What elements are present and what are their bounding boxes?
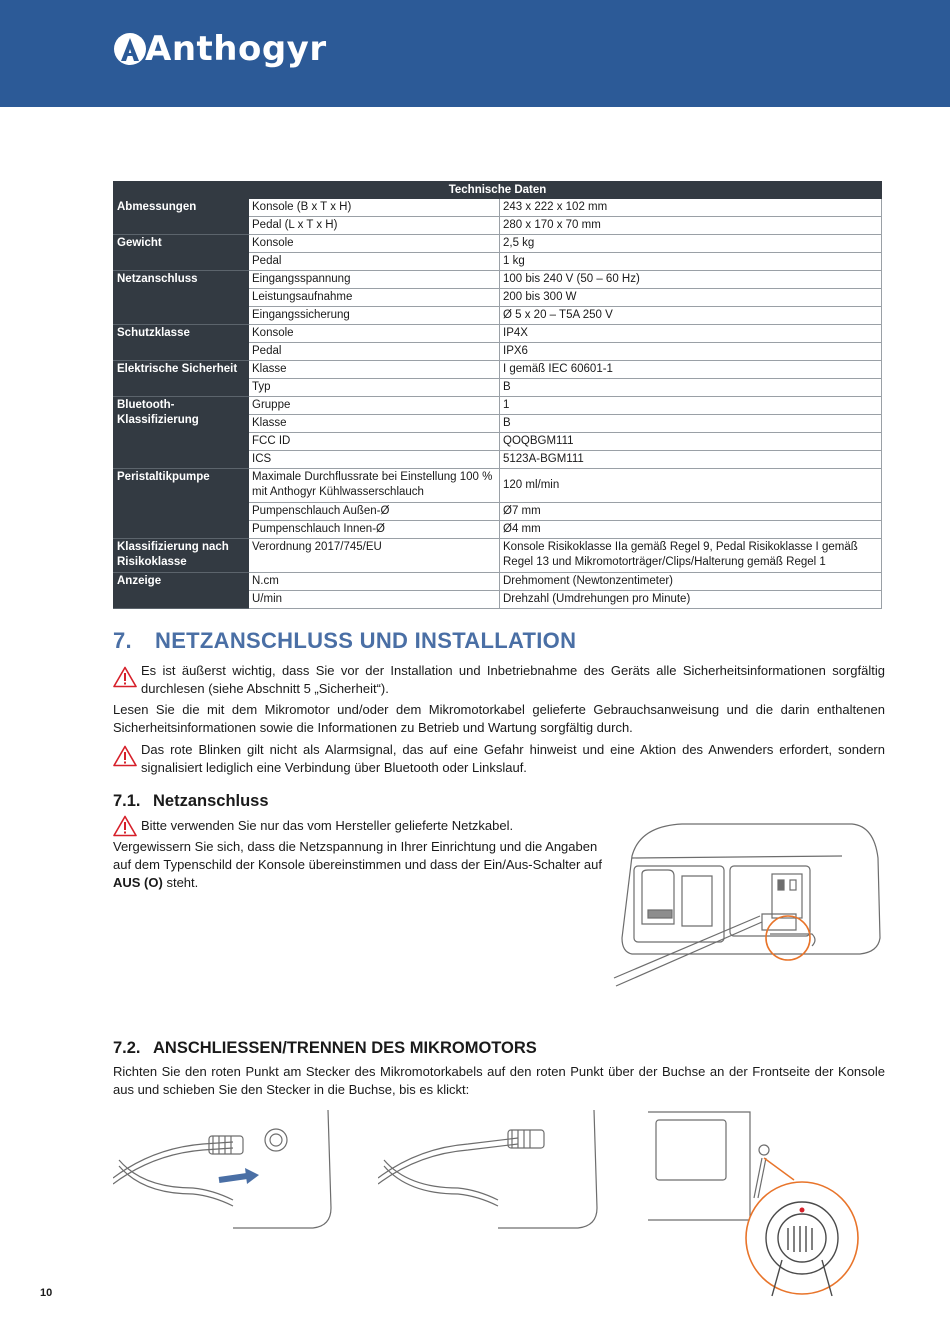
table-category: Netzanschluss <box>114 271 249 325</box>
connect-step-2-illustration <box>378 1108 603 1236</box>
table-item: Gruppe <box>249 397 500 415</box>
table-item: FCC ID <box>249 433 500 451</box>
table-item: Eingangsspannung <box>249 271 500 289</box>
subsection-title: Netzanschluss <box>153 792 269 810</box>
table-row <box>114 325 882 343</box>
table-value: IP4X <box>500 325 882 343</box>
table-value: I gemäß IEC 60601-1 <box>500 361 882 379</box>
subsection-title: ANSCHLIESSEN/TRENNEN DES MIKROMOTORS <box>153 1039 537 1057</box>
table-value: B <box>500 379 882 397</box>
table-item: Klasse <box>249 415 500 433</box>
table-item: Konsole (B x T x H) <box>249 199 500 217</box>
table-category: Peristaltikpumpe <box>114 469 249 539</box>
warning-note <box>113 817 613 835</box>
table-category: Gewicht <box>114 235 249 271</box>
table-title: Technische Daten <box>114 182 882 199</box>
table-item: Konsole <box>249 235 500 253</box>
table-value: B <box>500 415 882 433</box>
section-heading <box>113 628 576 654</box>
table-value: IPX6 <box>500 343 882 361</box>
table-row <box>114 397 882 415</box>
table-item: Konsole <box>249 325 500 343</box>
warning-triangle-icon <box>113 745 137 767</box>
table-category: Elektrische Sicherheit <box>114 361 249 397</box>
warning-triangle-icon <box>113 815 137 837</box>
warning-text: Das rote Blinken gilt nicht als Alarmsignal, das auf eine Gefahr hinweist und eine Aktion des Anwenders erfordert, sondern signalisiert lediglich eine Verbindung über Bluetooth oder Linkslauf. <box>141 742 885 775</box>
warning-note <box>113 741 885 777</box>
table-row <box>114 539 882 573</box>
table-value: 200 bis 300 W <box>500 289 882 307</box>
warning-text: Es ist äußerst wichtig, dass Sie vor der Installation und Inbetriebnahme des Geräts alle Sicherheitsinformationen sorgfältig durchlesen (siehe Abschnitt 5 „Sicherheit“). <box>141 663 885 696</box>
table-value: Drehmoment (Newtonzentimeter) <box>500 573 882 591</box>
subsection-number: 7.2. <box>113 1039 141 1057</box>
table-item: N.cm <box>249 573 500 591</box>
table-value: Konsole Risikoklasse IIa gemäß Regel 9, Pedal Risikoklasse I gemäß Regel 13 und Mikromotorträger/Clips/Halterung gemäß Regel 1 <box>500 539 882 573</box>
table-value: 1 kg <box>500 253 882 271</box>
table-value: Drehzahl (Umdrehungen pro Minute) <box>500 591 882 609</box>
table-value: 100 bis 240 V (50 – 60 Hz) <box>500 271 882 289</box>
section-title: NETZANSCHLUSS UND INSTALLATION <box>155 628 577 653</box>
console-rear-illustration <box>612 818 884 990</box>
table-value: QOQBGM111 <box>500 433 882 451</box>
table-value: 1 <box>500 397 882 415</box>
table-item: Maximale Durchflussrate bei Einstellung 100 % mit Anthogyr Kühlwasserschlauch <box>249 469 500 503</box>
subsection-heading <box>113 1039 537 1058</box>
anthogyr-logo-icon <box>112 31 148 67</box>
table-item: Eingangssicherung <box>249 307 500 325</box>
table-value: 5123A-BGM111 <box>500 451 882 469</box>
connect-step-1-illustration <box>113 1108 338 1236</box>
warning-text: Bitte verwenden Sie nur das vom Hersteller gelieferte Netzkabel. <box>141 818 514 833</box>
table-row <box>114 361 882 379</box>
table-value: Ø 5 x 20 – T5A 250 V <box>500 307 882 325</box>
page-header <box>0 0 950 107</box>
table-category: Bluetooth-Klassifizierung <box>114 397 249 469</box>
body-paragraph: Richten Sie den roten Punkt am Stecker des Mikromotorkabels auf den roten Punkt über der Buchse an der Frontseite der Konsole aus und schieben Sie den Stecker in die Buchse, bis es klickt: <box>113 1064 885 1097</box>
table-item: Leistungsaufnahme <box>249 289 500 307</box>
table-category: Abmessungen <box>114 199 249 235</box>
subsection-heading <box>113 792 269 811</box>
table-row <box>114 235 882 253</box>
body-paragraph: Lesen Sie die mit dem Mikromotor und/oder dem Mikromotorkabel gelieferte Gebrauchsanweisung und die darin enthaltenen Sicherheitsinformationen sowie die Informationen zu Betrieb und Wartung sorgfältig durch. <box>113 702 885 735</box>
warning-note <box>113 662 885 698</box>
section-number: 7. <box>113 628 132 653</box>
table-item: Verordnung 2017/745/EU <box>249 539 500 573</box>
table-item: Pedal <box>249 343 500 361</box>
body-text: Vergewissern Sie sich, dass die Netzspannung in Ihrer Einrichtung und die Angaben auf dem Typenschild der Konsole übereinstimmen und dass der Ein/Aus-Schalter auf <box>113 839 602 872</box>
table-item: Pumpenschlauch Außen-Ø <box>249 503 500 521</box>
table-category: Klassifizierung nach Risikoklasse <box>114 539 249 573</box>
table-value: Ø7 mm <box>500 503 882 521</box>
table-item: U/min <box>249 591 500 609</box>
subsection-number: 7.1. <box>113 792 141 810</box>
table-item: Pedal (L x T x H) <box>249 217 500 235</box>
table-row <box>114 199 882 217</box>
brand-logo <box>112 26 327 72</box>
table-value: Ø4 mm <box>500 521 882 539</box>
table-item: Pumpenschlauch Innen-Ø <box>249 521 500 539</box>
table-value: 120 ml/min <box>500 469 882 503</box>
connect-step-3-illustration <box>642 1110 862 1298</box>
page-number: 10 <box>40 1287 53 1299</box>
table-item: Pedal <box>249 253 500 271</box>
table-value: 280 x 170 x 70 mm <box>500 217 882 235</box>
table-value: 243 x 222 x 102 mm <box>500 199 882 217</box>
table-item: Typ <box>249 379 500 397</box>
warning-triangle-icon <box>113 666 137 688</box>
table-item: Klasse <box>249 361 500 379</box>
table-row <box>114 573 882 591</box>
table-item: ICS <box>249 451 500 469</box>
brand-name: Anthogyr <box>145 29 327 69</box>
body-paragraph <box>113 838 605 892</box>
switch-state: AUS (O) <box>113 875 163 890</box>
table-category: Anzeige <box>114 573 249 609</box>
technical-data-table <box>113 181 882 609</box>
body-text: steht. <box>162 875 199 890</box>
table-row <box>114 271 882 289</box>
table-category: Schutzklasse <box>114 325 249 361</box>
table-row <box>114 469 882 503</box>
table-value: 2,5 kg <box>500 235 882 253</box>
